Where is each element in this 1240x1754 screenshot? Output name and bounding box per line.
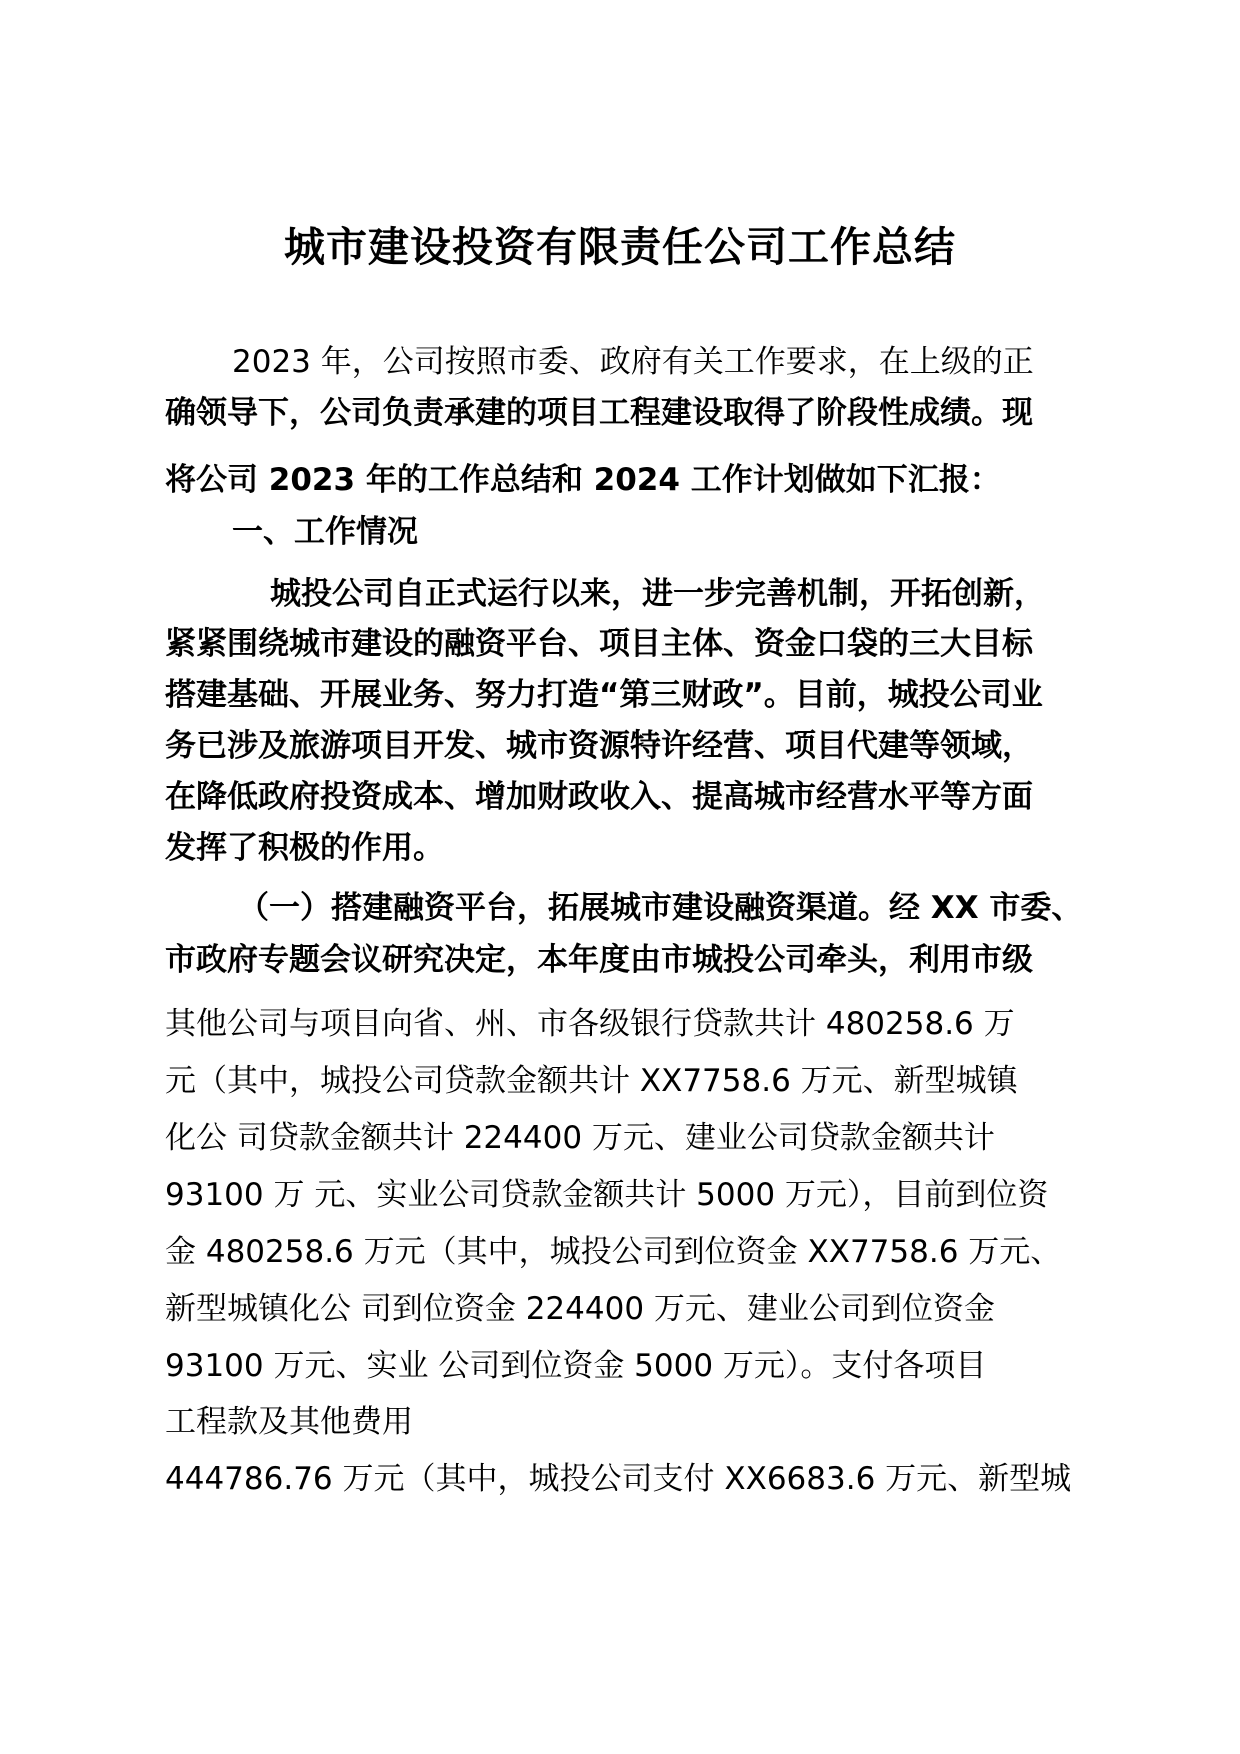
body-line: 444786.76 万元（其中，城投公司支付 XX6683.6 万元、新型城 [165,1461,1072,1497]
body-line: 金 480258.6 万元（其中，城投公司到位资金 XX7758.6 万元、 [165,1234,1062,1270]
section-paragraph-line: 务已涉及旅游项目开发、城市资源特许经营、项目代建等领域， [165,728,1033,764]
section-paragraph-line: 搭建基础、开展业务、努力打造“第三财政”。目前，城投公司业 [165,677,1043,713]
body-line: 新型城镇化公 司到位资金 224400 万元、建业公司到位资金 [165,1291,995,1327]
body-line: 元（其中，城投公司贷款金额共计 XX7758.6 万元、新型城镇 [165,1063,1018,1099]
body-line: 工程款及其他费用 [165,1404,413,1440]
intro-line-1: 2023 年，公司按照市委、政府有关工作要求，在上级的正 [232,344,1034,380]
section-paragraph-line: 城投公司自正式运行以来，进一步完善机制，开拓创新， [270,576,1045,612]
section-heading-work-status: 一、工作情况 [232,514,418,550]
intro-line-3: 将公司 2023 年的工作总结和 2024 工作计划做如下汇报： [165,462,1001,498]
section-paragraph-line: 发挥了积极的作用。 [165,830,444,866]
body-line: 其他公司与项目向省、州、市各级银行贷款共计 480258.6 万 [165,1006,1015,1042]
document-title: 城市建设投资有限责任公司工作总结 [284,223,956,271]
body-line: 93100 万元、实业 公司到位资金 5000 万元）。支付各项目 [165,1348,987,1384]
body-line: 化公 司贷款金额共计 224400 万元、建业公司贷款金额共计 [165,1120,995,1156]
body-line: 93100 万 元、实业公司贷款金额共计 5000 万元），目前到位资 [165,1177,1049,1213]
subsection-heading-line: （一）搭建融资平台，拓展城市建设融资渠道。经 XX 市委、 [238,890,1083,926]
subsection-heading-line: 市政府专题会议研究决定，本年度由市城投公司牵头，利用市级 [165,942,1033,978]
section-paragraph-line: 紧紧围绕城市建设的融资平台、项目主体、资金口袋的三大目标 [165,626,1033,662]
section-paragraph-line: 在降低政府投资成本、增加财政收入、提高城市经营水平等方面 [165,779,1033,815]
intro-line-2: 确领导下，公司负责承建的项目工程建设取得了阶段性成绩。现 [165,395,1033,431]
